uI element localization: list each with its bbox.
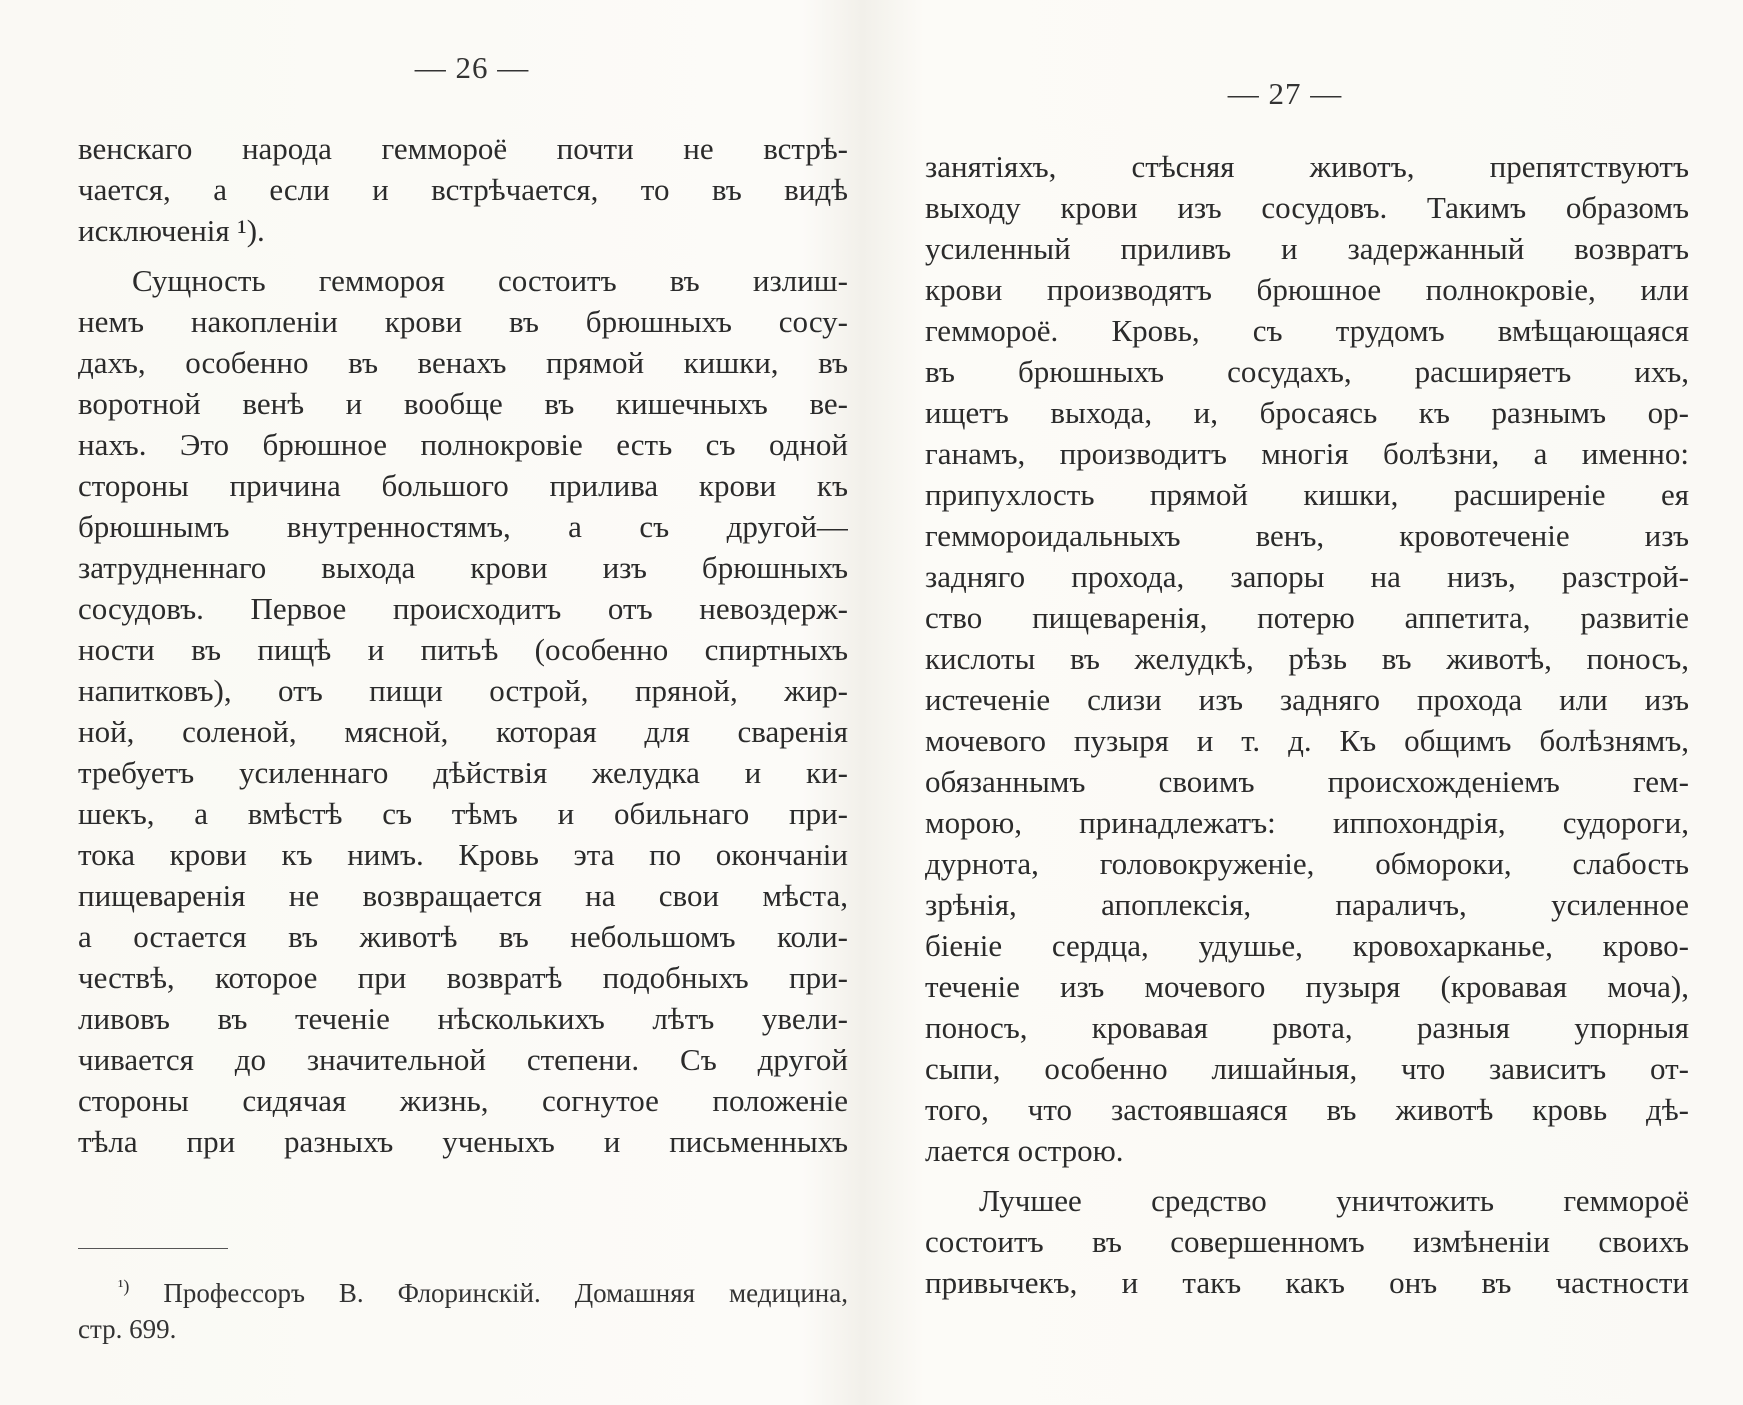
text-line: усиленный приливъ и задержанный возвратъ [925,231,1689,266]
text-line: дурнота, головокруженіе, обмороки, слабость [925,846,1689,881]
text-line: шекъ, а вмѣстѣ съ тѣмъ и обильнаго при- [78,796,848,831]
left-page [78,0,848,1405]
text-line: крови производятъ брюшное полнокровіе, или [925,272,1689,307]
page-number: — 26 — [414,50,530,85]
text-line: чается, а если и встрѣчается, то въ видѣ [78,172,848,207]
text-line: ности въ пищѣ и питьѣ (особенно спиртныхъ [78,632,848,667]
text-line: нахъ. Это брюшное полнокровіе есть съ одной [78,427,848,462]
text-line: сосудовъ. Первое происходитъ отъ невоздерж- [78,591,848,626]
text-line: пищеваренія не возвращается на свои мѣста, [78,878,848,913]
text-line: ной, соленой, мясной, которая для сваренія [78,714,848,749]
text-line: кислоты въ желудкѣ, рѣзь въ животѣ, поносъ, [925,641,1689,676]
text-line: геммороё. Кровь, съ трудомъ вмѣщающаяся [925,313,1689,348]
text-line: истеченіе слизи изъ задняго прохода или изъ [925,682,1689,717]
text-line: венскаго народа геммороё почти не встрѣ- [78,131,848,166]
text-line: стороны сидячая жизнь, согнутое положеніе [78,1083,848,1118]
text-line: Сущность гемморoя состоитъ въ излиш- [132,263,848,298]
footnote [78,1275,848,1347]
text-line: состоитъ въ совершенномъ измѣненіи своихъ [925,1224,1689,1259]
text-line: задняго прохода, запоры на низъ, разстрой- [925,559,1689,594]
text-line: морою, принадлежатъ: иппохондрія, судороги, [925,805,1689,840]
text-line: сыпи, особенно лишайныя, что зависитъ от- [925,1051,1689,1086]
text-line: тѣла при разныхъ ученыхъ и письменныхъ [78,1124,848,1159]
text-line: припухлость прямой кишки, расширеніе ея [925,477,1689,512]
text-line: ганамъ, производитъ многія болѣзни, а именно: [925,436,1689,471]
text-line: мочевого пузыря и т. д. Къ общимъ болѣзнямъ, [925,723,1689,758]
text-line: поносъ, кровавая рвота, разныя упорныя [925,1010,1689,1045]
text-line: затрудненнаго выхода крови изъ брюшныхъ [78,550,848,585]
text-line: чествѣ, которое при возвратѣ подобныхъ при- [78,960,848,995]
text-line: ливовъ въ теченіе нѣсколькихъ лѣтъ увели- [78,1001,848,1036]
text-line: чивается до значительной степени. Съ другой [78,1042,848,1077]
text-line: геммороидальныхъ венъ, кровотеченіе изъ [925,518,1689,553]
footnote-text: Профессоръ В. Флоринскій. Домашняя медицина, [163,1278,848,1308]
text-line: обязаннымъ своимъ происхожденіемъ гем- [925,764,1689,799]
page-body [925,146,1689,1303]
text-line: требуетъ усиленнаго дѣйствія желудка и ки- [78,755,848,790]
text-line: немъ накопленіи крови въ брюшныхъ сосу- [78,304,848,339]
footnote-rule [78,1248,228,1249]
text-line: брюшнымъ внутренностямъ, а съ другой— [78,509,848,544]
text-line: а остается въ животѣ въ небольшомъ коли- [78,919,848,954]
text-line: привычекъ, и такъ какъ онъ въ частности [925,1265,1689,1300]
text-line: теченіе изъ мочевого пузыря (кровавая моча), [925,969,1689,1004]
text-line: дахъ, особенно въ венахъ прямой кишки, въ [78,345,848,380]
page-number: — 27 — [1227,76,1343,111]
text-line: исключенія ¹). [78,213,265,248]
footnote-line [78,1275,848,1311]
text-line: занятіяхъ, стѣсняя животъ, препятствуютъ [925,149,1689,184]
text-line: біеніе сердца, удушье, кровохарканье, крово- [925,928,1689,963]
footnote-line: стр. 699. [78,1314,177,1344]
text-line: Лучшее средство уничтожить геммороё [979,1183,1689,1218]
footnote-marker: ¹) [118,1276,130,1296]
text-line: стороны причина большого прилива крови къ [78,468,848,503]
text-line: ство пищеваренія, потерю аппетита, развитіе [925,600,1689,635]
text-line: въ брюшныхъ сосудахъ, расширяетъ ихъ, [925,354,1689,389]
right-page [925,0,1689,1405]
text-line: напитковъ), отъ пищи острой, пряной, жир- [78,673,848,708]
text-line: того, что застоявшаяся въ животѣ кровь дѣ- [925,1092,1689,1127]
text-line: лается острою. [925,1133,1124,1168]
text-line: зрѣнія, апоплексія, параличъ, усиленное [925,887,1689,922]
text-line: тока крови къ нимъ. Кровь эта по окончаніи [78,837,848,872]
page-body [78,128,848,1162]
text-line: ищетъ выхода, и, бросаясь къ разнымъ ор- [925,395,1689,430]
text-line: выходу крови изъ сосудовъ. Такимъ образомъ [925,190,1689,225]
text-line: воротной венѣ и вообще въ кишечныхъ ве- [78,386,848,421]
